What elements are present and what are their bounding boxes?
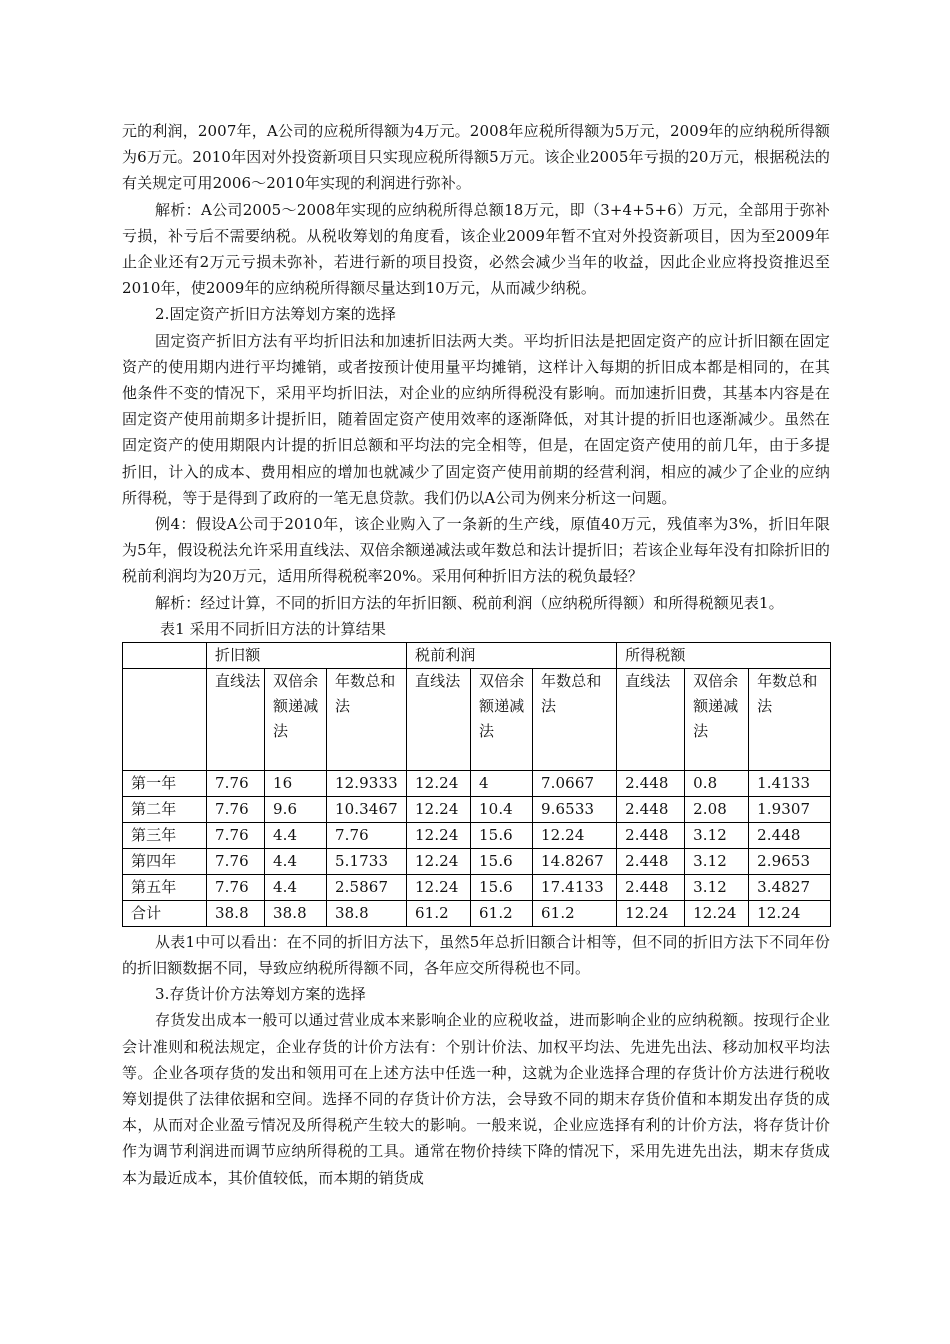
- table-cell: 2.08: [685, 796, 749, 822]
- row-label: 合计: [123, 900, 207, 926]
- table-subheader: 双倍余额递减法: [265, 668, 327, 770]
- depreciation-table: [122, 642, 831, 927]
- section-3-heading: 3.存货计价方法筹划方案的选择: [155, 985, 366, 1004]
- example-4-analysis-paragraph: 解析：经过计算，不同的折旧方法的年折旧额、税前利润（应纳税所得额）和所得税额见表1。: [155, 593, 784, 612]
- section-3-paragraph-1: 存货发出成本一般可以通过营业成本来影响企业的应税收益，进而影响企业的应纳税额。按现行企业会计准则和税法规定，企业存货的计价方法有：个别计价法、加权平均法、先进先出法、移动加权平均法等。企业各项存货的发出和领用可在上述方法中任选一种，这就为企业选择合理的存货计价方法进行税收筹划提供了法律依据和空间。选择不同的存货计价方法，会导致不同的期末存货价值和本期发出存货的成本，从而对企业盈亏情况及所得税产生较大的影响。一般来说，企业应选择有利的计价方法，将存货计价作为调节利润进而调节应纳所得税的工具。通常在物价持续下降的情况下，采用先进先出法，期末存货成本为最近成本，其价值较低，而本期的销货成: [122, 1011, 830, 1187]
- table-cell: 7.76: [207, 874, 265, 900]
- table-subheader: 双倍余额递减法: [471, 668, 533, 770]
- table-cell: 2.448: [617, 796, 685, 822]
- table-cell: 12.24: [407, 770, 471, 796]
- table-corner-cell: [123, 642, 207, 668]
- table-cell: 10.3467: [327, 796, 407, 822]
- table-subheader: 年数总和法: [327, 668, 407, 770]
- table-cell: 7.76: [207, 822, 265, 848]
- row-label: 第四年: [123, 848, 207, 874]
- table-cell: 4.4: [265, 874, 327, 900]
- table-cell: 9.6: [265, 796, 327, 822]
- table-row-total: [123, 900, 831, 926]
- table-cell: 15.6: [471, 848, 533, 874]
- table-group-header: 税前利润: [407, 642, 617, 668]
- table-corner-cell: [123, 668, 207, 770]
- table-row-year-2: [123, 796, 831, 822]
- row-label: 第一年: [123, 770, 207, 796]
- table-cell: 15.6: [471, 874, 533, 900]
- table-cell: 4: [471, 770, 533, 796]
- table-cell: 4.4: [265, 822, 327, 848]
- table-cell: 7.76: [327, 822, 407, 848]
- table-cell: 5.1733: [327, 848, 407, 874]
- table-cell: 12.24: [749, 900, 831, 926]
- table-cell: 12.9333: [327, 770, 407, 796]
- table-caption: 表1 采用不同折旧方法的计算结果: [160, 619, 386, 638]
- table-cell: 14.8267: [533, 848, 617, 874]
- table-row-year-4: [123, 848, 831, 874]
- table-subheader: 直线法: [207, 668, 265, 770]
- table-cell: 7.76: [207, 796, 265, 822]
- table-cell: 2.448: [617, 822, 685, 848]
- table-cell: 3.12: [685, 874, 749, 900]
- table-cell: 3.4827: [749, 874, 831, 900]
- table-row-year-3: [123, 822, 831, 848]
- table-cell: 12.24: [685, 900, 749, 926]
- table-cell: 12.24: [617, 900, 685, 926]
- row-label: 第三年: [123, 822, 207, 848]
- table-cell: 38.8: [327, 900, 407, 926]
- table-subheader: 年数总和法: [533, 668, 617, 770]
- table-cell: 12.24: [407, 822, 471, 848]
- table-cell: 0.8: [685, 770, 749, 796]
- table-subheader: 直线法: [407, 668, 471, 770]
- intro-paragraph-1: 元的利润，2007年，A公司的应税所得额为4万元。2008年应税所得额为5万元，2009年的应纳税所得额为6万元。2010年因对外投资新项目只实现应税所得额5万元。该企业2005年亏损的20万元，根据税法的有关规定可用2006～2010年实现的利润进行弥补。: [122, 122, 830, 193]
- table-subheader-row: [123, 668, 831, 770]
- table-cell: 2.5867: [327, 874, 407, 900]
- table-subheader: 双倍余额递减法: [685, 668, 749, 770]
- table-subheader: 年数总和法: [749, 668, 831, 770]
- table-cell: 3.12: [685, 822, 749, 848]
- table-cell: 2.9653: [749, 848, 831, 874]
- document-page: [122, 118, 830, 1191]
- table-cell: 7.76: [207, 848, 265, 874]
- table-group-header: 所得税额: [617, 642, 831, 668]
- table-cell: 1.9307: [749, 796, 831, 822]
- table-cell: 2.448: [749, 822, 831, 848]
- table-cell: 7.76: [207, 770, 265, 796]
- table-cell: 12.24: [407, 848, 471, 874]
- table-group-header-row: [123, 642, 831, 668]
- table-cell: 38.8: [207, 900, 265, 926]
- row-label: 第五年: [123, 874, 207, 900]
- table-cell: 7.0667: [533, 770, 617, 796]
- table-group-header: 折旧额: [207, 642, 407, 668]
- table-cell: 61.2: [533, 900, 617, 926]
- table-cell: 2.448: [617, 874, 685, 900]
- table-cell: 12.24: [407, 874, 471, 900]
- section-2-paragraph-1: 固定资产折旧方法有平均折旧法和加速折旧法两大类。平均折旧法是把固定资产的应计折旧额在固定资产的使用期内进行平均摊销，或者按预计使用量平均摊销，这样计入每期的折旧成本都是相同的，在其他条件不变的情况下，采用平均折旧法，对企业的应纳所得税没有影响。而加速折旧费，其基本内容是在固定资产使用前期多计提折旧，随着固定资产使用效率的逐渐降低，对其计提的折旧也逐渐减少。虽然在固定资产的使用期限内计提的折旧总额和平均法的完全相等，但是，在固定资产使用的前几年，由于多提折旧，计入的成本、费用相应的增加也就减少了固定资产使用前期的经营利润，相应的减少了企业的应纳所得税，等于是得到了政府的一笔无息贷款。我们仍以A公司为例来分析这一问题。: [122, 331, 830, 507]
- example-4-paragraph: 例4：假设A公司于2010年，该企业购入了一条新的生产线，原值40万元，残值率为3%，折旧年限为5年，假设税法允许采用直线法、双倍余额递减法或年数总和法计提折旧；若该企业每年没有扣除折旧的税前利润均为20万元，适用所得税税率20%。采用何种折旧方法的税负最轻？: [122, 515, 830, 586]
- table-cell: 12.24: [407, 796, 471, 822]
- table-cell: 12.24: [533, 822, 617, 848]
- table-conclusion-paragraph: 从表1中可以看出：在不同的折旧方法下，虽然5年总折旧额合计相等，但不同的折旧方法下不同年份的折旧额数据不同，导致应纳税所得额不同，各年应交所得税也不同。: [122, 932, 830, 978]
- table-cell: 10.4: [471, 796, 533, 822]
- table-cell: 2.448: [617, 848, 685, 874]
- table-row-year-5: [123, 874, 831, 900]
- table-cell: 61.2: [407, 900, 471, 926]
- table-cell: 61.2: [471, 900, 533, 926]
- table-cell: 3.12: [685, 848, 749, 874]
- section-2-heading: 2.固定资产折旧方法筹划方案的选择: [155, 305, 397, 324]
- table-cell: 2.448: [617, 770, 685, 796]
- table-cell: 9.6533: [533, 796, 617, 822]
- row-label: 第二年: [123, 796, 207, 822]
- table-cell: 4.4: [265, 848, 327, 874]
- intro-analysis-paragraph: 解析：A公司2005～2008年实现的应纳税所得总额18万元，即（3+4+5+6）万元，全部用于弥补亏损，补亏后不需要纳税。从税收筹划的角度看，该企业2009年暂不宜对外投资新项目，因为至2009年止企业还有2万元亏损未弥补，若进行新的项目投资，必然会减少当年的收益，因此企业应将投资推迟至2010年，使2009年的应纳税所得额尽量达到10万元，从而减少纳税。: [122, 200, 830, 298]
- table-cell: 15.6: [471, 822, 533, 848]
- table-subheader: 直线法: [617, 668, 685, 770]
- table-cell: 38.8: [265, 900, 327, 926]
- table-row-year-1: [123, 770, 831, 796]
- table-cell: 16: [265, 770, 327, 796]
- table-cell: 17.4133: [533, 874, 617, 900]
- table-cell: 1.4133: [749, 770, 831, 796]
